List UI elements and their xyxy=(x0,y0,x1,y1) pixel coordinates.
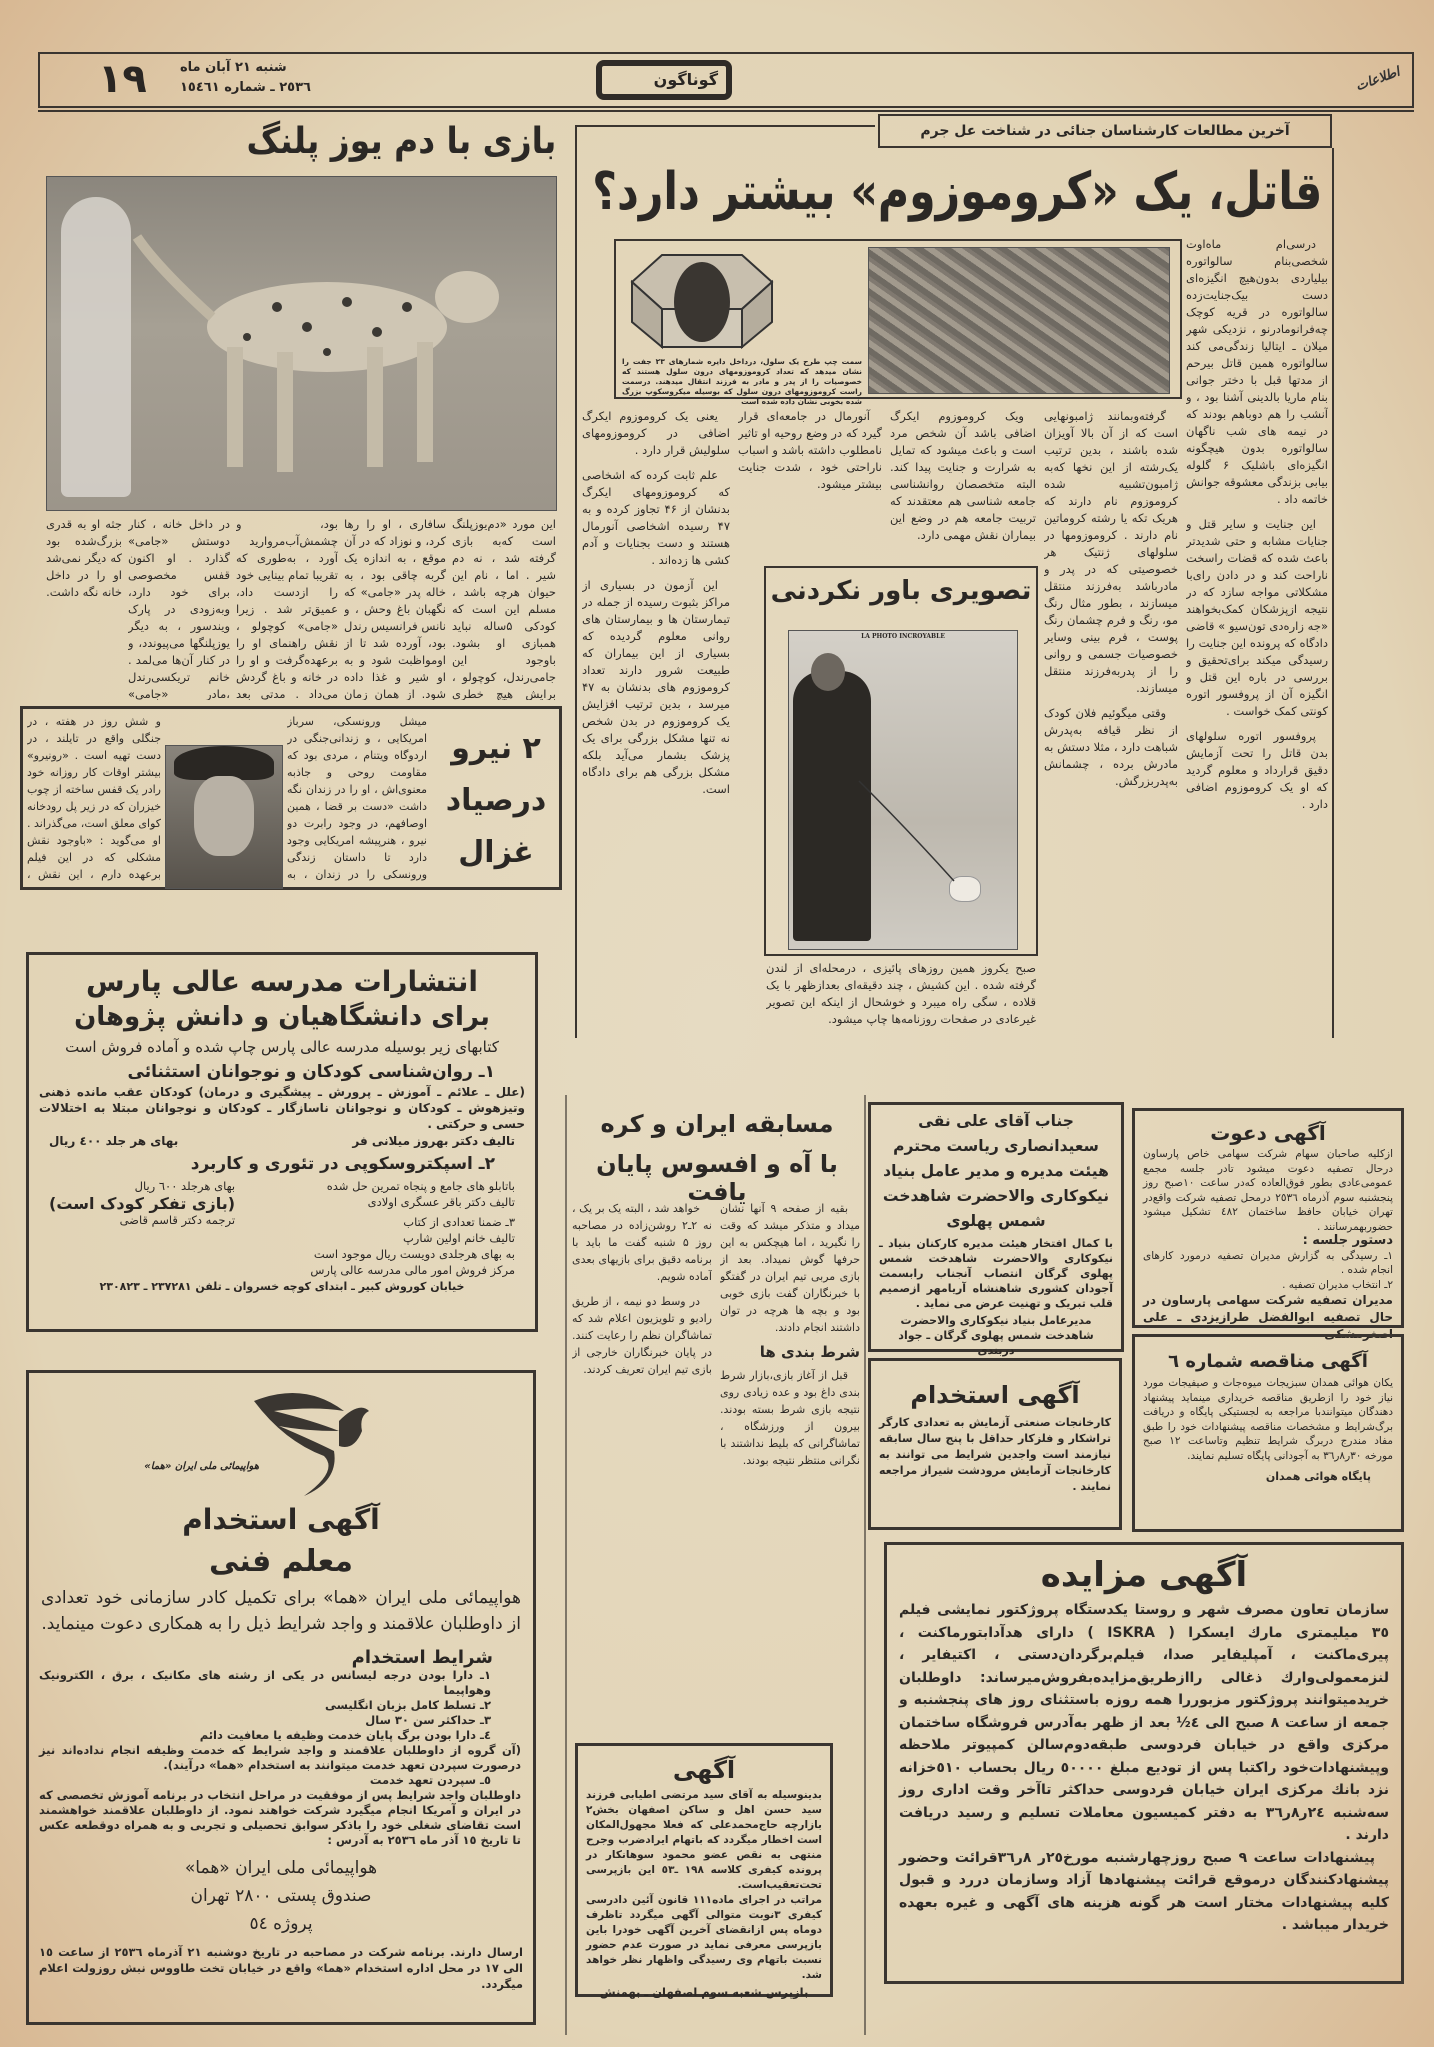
article-paragraph: ویک کروموزوم ایکرگ اضافی باشد آن شخص مرد است و باعث میشود که تمایل به شرارت و جنایت پیدا کند. البته متخصصان روانشناسی جامعه شناسی هم معتقدند که تربیت جامعه هم در وضع این بیماران نقش مهمی دارد. xyxy=(890,409,1036,542)
book1-description: (علل ـ علائم ـ آموزش ـ پرورش ـ پیشگیری و درمان) کودکان عقب مانده ذهنی وتیزهوش ـ کودکان و نوجوانان ناسازگار ـ کودکان و نوجوانان مبتلا به اختلالات حسی و حرکتی . xyxy=(39,1085,525,1131)
invitation-body-wrap xyxy=(1135,1145,1401,1345)
auction-body: سازمان تعاون مصرف شهر و روستا یکدستگاه پروژکتور نمایشی فیلم ٣٥ میلیمتری مارك ایسکرا ( ISKRA ) دارای هدآدابتورماکنت ، پیری‌ماکنت ، آمپلیفایر صدا، فیلم‌برگردان‌دستی ، اکتیفایر ، لنزمعمولی‌وارك ذغالی راازطریق‌مزایده‌بفروش‌میرساند: داوطلبان خریدمیتوانند پروژکتور مزبوررا همه روزه باستثنای روز های پنجشنبه و جمعه از ساعت ٨ صبح الی ٤½ بعد از ظهر به‌آدرس فروشگاه ساختمان مرکزی واقع در خیابان فردوسی طبقه‌دوم‌سالن کمپیوتر ملاحظه وپیشنهادات‌خود راکتبا پس از تودیع مبلغ ٥٠٠٠٠ ریال بحساب ٥١٠خزانه نزد بانك مرکزی ایران خیابان فردوسی حداکثر تاآخر وقت اداری روز سه‌شنبه ٢٤ر٨ر٣٦ به دفتر کمیسیون معاملات تسلیم و رسید دریافت دارند . xyxy=(899,1602,1389,1843)
book2-description: باتابلو های جامع و پنجاه تمرین حل شده xyxy=(326,1179,515,1193)
article-frame-left xyxy=(575,125,577,1038)
invitation-title: آگهی دعوت xyxy=(1210,1121,1326,1145)
section-badge xyxy=(596,60,732,100)
homa-subtitle: معلم فنی xyxy=(209,1544,353,1579)
chromosome-photo xyxy=(868,247,1170,394)
cheetah-column-1: این مورد «دم‌یوزپلنگ است که‌به بازی گرفته شد ، نه دم شیر . اما ، نام این حیوان هرچه باشد ، مسلم این است که کودکی ۵ساله نباید همبازی او بشود. باوجود این جامی‌رندل، کوچولو ، برایش هیچ خطری xyxy=(452,517,556,700)
deniro-title xyxy=(441,723,551,879)
issue-date: شنبه ٢١ آبان ماه xyxy=(180,60,287,75)
invitation-ad xyxy=(1132,1108,1404,1341)
tender-signature: پایگاه هوائی همدان xyxy=(1265,1470,1371,1483)
football-paragraph: خواهد شد ، البته یک بر یک ، نه ٢ـ٢ روشن‌زاده در مصاحبه روز ۵ شنبه گفت ما باید با برنامه دقیق برای بازیهای بعدی آماده شویم. xyxy=(572,1202,712,1283)
deniro-title-line: ٢ نیرو xyxy=(451,731,541,766)
congratulation-ad xyxy=(868,1102,1124,1357)
deniro-column-right: میشل ورونسکی، سرباز امریکایی ، و زندانی‌جنگی در اردوگاه ویتنام ، مردی بود که مقاومت روحی و جاذبه معنوی‌اش ، او را در زندان نگه داشت «دست بر قضا ، همین اوصافهم، در وجود رابرت دو نیرو ، هنرپیشه امریکایی وجود دارد تا داستان زندگی ورونسکی را در زندان ، به xyxy=(287,715,427,881)
deniro-box xyxy=(20,706,562,890)
workshop-job-title: آگهی استخدام xyxy=(910,1381,1080,1409)
article-kicker-box xyxy=(878,114,1332,148)
figure-caption: سمت چپ طرح یک سلول، درداخل دایره شمارهای ۲۳ جفت را نشان میدهد که تعداد کروموزومهای درون سلول هستند که خصوصیات را از پدر و مادر به فرزند انتقال میدهند. درسمت راست کروموزومهای درون سلول که بوسیله میکروسکوپ بزرگ شده بخوبی نشان داده شده است xyxy=(622,357,862,406)
sales-center: مرکز فروش امور مالی مدرسه عالی پارس xyxy=(310,1263,515,1277)
agenda-item: ٢ـ انتخاب مدیران تصفیه . xyxy=(1282,1278,1393,1291)
article-column-1 xyxy=(1186,236,1328,1036)
congrats-title: جناب آقای علی نقی سعیدانصاری ریاست محترم هیئت مدیره و مدیر عامل بنیاد نیکوکاری والاحضرت شاهدخت شمس پهلوی xyxy=(882,1112,1110,1230)
football-column-right xyxy=(720,1200,860,1730)
book2-price: بهای هرجلد ٦٠٠ ریال xyxy=(134,1179,236,1193)
article-intro: درسی‌ام ماه‌اوت شخصی‌بنام سالواتوره بیلیاردی بدون‌هیچ انگیزه‌ای دست بیک‌جنایت‌زده سالواتوره در قریه کوچک چه‌فرانومادرنو ، نزدیکی شهر میلان ـ ایتالیا زندگی‌می کند سالواتوره همین قاتل بیرحم از مدتها قبل با دختر جوانی بنام ماریا بالدینی آشنا بود ، و آنشب را هم دوباهم بودند که در نیمه های شب ناگهان سالواتوره بدون هیچگونه انگیزه‌ای باشلیک ۶ گلوله بیابی بزندگی معشوقه جوانش خاتمه داد . xyxy=(1186,237,1328,506)
article-paragraph: این آزمون در بسیاری از مراکز بثبوت رسیده از جمله در تیمارستان ها و بیمارستان های روانی معلوم گردیده که بسیاری از این بیماران که طبیعت شرور دارند تعداد کروموزوم های بدنشان به ۴۷ میرسد ، بدین ترتیب افزایش یک کروموزوم در بدن شخص نه تنها مشکل بزرگی برای یک پزشک بشمار می‌آید بلکه مشکل بزرگی هم برای دادگاه است. xyxy=(582,578,730,796)
condition-item: ٥ـ سپردن تعهد خدمت xyxy=(369,1773,491,1787)
article-paragraph: این جنایت و سایر قتل و جنایات مشابه و حتی شدیدتر باعث شده که قضات راسخت ناراحت کند و در دادن رای‌با مشکلاتی مواجه سازد که در نتیجه ازپزشکان کمک‌بخواهند «جه زاره‌دی تون‌سیو » قاضی دادگاه که پرونده این جنایت را رسیدگی میکند برای‌تحقیق و بررسی در باره این قتل و انگیزه آن از پروفسور اتوره کونتی کمک خواست . xyxy=(1186,517,1328,718)
homa-job-ad xyxy=(26,1370,536,2025)
article-paragraph: آنورمال در جامعه‌ای قرار گیرد که در وضع روحیه او تاثیر نامطلوب داشته باشد و اسباب ناراحتی خود ، شدت جنایت بیشتر میشود. xyxy=(738,409,882,491)
article-column-3 xyxy=(890,408,1036,560)
conditions-title: شرایط استخدام xyxy=(351,1647,493,1668)
deniro-title-line: غزال xyxy=(458,835,534,870)
article-kicker: آخرین مطالعات کارشناسان جنائی در شناخت عل جرم xyxy=(920,123,1290,139)
article-paragraph: علم ثابت کرده که اشخاصی که کروموزومهای ایکرگ بدنشان از ۴۶ تجاوز کرده و به ۴۷ رسیده اشخاصی آنورمال هستند و دست بجنایات و آدم کشی ها زده‌اند . xyxy=(582,468,730,567)
homa-logo-icon xyxy=(244,1381,374,1501)
book3-intro: ٣ـ ضمنا تعدادی از کتاب xyxy=(403,1215,515,1229)
pars-address: خیابان کوروش کبیر ـ ابتدای کوچه خسروان ـ تلفن ٢٣٧٢٨١ ـ ٢٣٠٨٢٣ xyxy=(99,1280,465,1293)
photo-label: LA PHOTO INCROYABLE xyxy=(861,633,945,640)
beret xyxy=(174,746,274,780)
photo-feature-caption: صبح یکروز همین روزهای پائیزی ، درمحله‌ای از لندن گرفته شده . این کشیش ، چند دقیقه‌ای بعدازظهر با یک قلاده ، سگی راه میبرد و خوشحال از اینکه این تصویر غیرعادی در صفحات روزنامه‌ها چاپ میشود. xyxy=(766,961,1036,1026)
homa-logo-text: هواپیمائی ملی ایران «هما» xyxy=(144,1461,259,1472)
auction-title: آگهی مزایده xyxy=(1040,1555,1248,1595)
article-column-5 xyxy=(582,408,730,1036)
address-line: صندوق پستی ٢٨٠٠ تهران xyxy=(190,1886,372,1906)
cell-diagram xyxy=(622,247,782,357)
cheetah-column-2: سافاری ، او را رها کرد، و نوزاد که در آن موقع ، به اندازه یک گربه چاقی بود ، به خاله پدر «جامی» که نگهبان باغ وحش ، و نانس فرانسیس رندل بود، آورده شد تا از اومواظبت شود و به او شیر و غذا داده شود. از همان زمان xyxy=(344,517,446,700)
book1-title: ١ـ روان‌شناسی کودکان و نوجوانان استثنائی xyxy=(127,1062,495,1082)
football-title: مسابقه ایران و کره xyxy=(600,1110,834,1138)
homa-address xyxy=(29,1854,533,1938)
book2-title: ٢ـ اسپکتروسکوپی در تئوری و کاربرد xyxy=(190,1154,495,1174)
congrats-signature: مدیرعامل بنیاد نیکوکاری والاحضرت شاهدخت شمس پهلوی گرگان ـ جواد دربندی xyxy=(898,1314,1094,1357)
book1-meta xyxy=(29,1134,535,1148)
book3-author: تالیف خانم اولین شارپ xyxy=(402,1231,515,1245)
conditions-list xyxy=(29,1668,533,1848)
book1-price: بهای هر جلد ٤٠٠ ریال xyxy=(49,1134,179,1148)
section-title: گوناگون xyxy=(653,70,718,89)
auction-ad xyxy=(884,1542,1404,1984)
football-paragraph: بقیه از صفحه ۹ آنها نشان میداد و متذکر میشد که وقت را نگیرید ، اما هیچکس به این حرفها گوش نمیداد. بعد از بازی مربی تیم ایران در گفتگو با خبرنگاران گفت بازی خوبی بود و بچه ها هرچه در توان داشتند انجام دادند. xyxy=(720,1202,860,1334)
deniro-title-line: درصیاد xyxy=(445,783,547,818)
book3-price: به بهای هرجلدی دویست ریال موجود است xyxy=(313,1247,515,1261)
issue-number: ٢٥٣٦ ـ شماره ١٥٤٦١ xyxy=(180,80,311,95)
agenda-title: دستور جلسه : xyxy=(1302,1233,1393,1248)
agenda-item: ١ـ رسیدگی به گزارش مدیران تصفیه درمورد کارهای انجام شده . xyxy=(1143,1249,1393,1276)
homa-footer: ارسال دارند. برنامه شرکت در مصاحبه در تاریخ دوشنبه ٢١ آذرماه ٢٥٣٦ از ساعت ١٥ الی ١٧ در محل اداره استخدام «هما» واقع در خیابان تخت طاووس نبش روزولت اعلام میگردد. xyxy=(39,1945,523,1991)
invitation-signature: مدیران تصفیه شرکت سهامی پارساون در حال تصفیه ابوالفضل طرازیزدی ـ علی اصغرمشکی xyxy=(1143,1293,1393,1341)
book1-author: تالیف دکتر بهروز میلانی فر xyxy=(352,1134,515,1148)
figure-box xyxy=(614,239,1182,406)
cheetah-column-5: جثه او به قدری بزرگ‌شده بود که دیگر نمی‌شد او را در داخل خانه نگه داشت. xyxy=(46,517,122,599)
pars-subtitle: برای دانشگاهیان و دانش پژوهان xyxy=(74,1002,490,1032)
column-divider xyxy=(864,1095,866,2035)
soldier-photo xyxy=(165,745,283,889)
football-subtitle: با آه و افسوس پایان یافت xyxy=(596,1150,838,1206)
article-column-2 xyxy=(1044,408,1178,1036)
court-notice-ad xyxy=(575,1743,833,1997)
page-number: ١٩ xyxy=(98,56,147,102)
article-paragraph: وقتی میگوئیم فلان کودک از نظر قیافه به‌پدرش شباهت دارد ، مثلا دستش به مادرش برده ، چشمانش به‌پدربزرگش. xyxy=(1044,706,1178,788)
notice-body-wrap xyxy=(578,1784,830,2004)
article-paragraph: پروفسور اتوره سلولهای بدن قاتل را تحت آزمایش دقیق قرارداد و معلوم گردید که او یک کروموزوم اضافی دارد . xyxy=(1186,729,1328,811)
book2-author: تالیف دکتر باقر عسگری اولادی xyxy=(367,1195,515,1209)
cheetah-column-3: بود، و چشمش‌آب‌مروارید آورد ، به‌طوری که تقریبا تمام بینایی خود را ازدست داد، عمیق‌تر شد . زیرا «جامی» کوچولو ، نقش راهنمای او را برعهده‌گرفت و او را در خانه و باغ گردش می‌داد . مدتی بعد xyxy=(236,517,338,700)
newspaper-logo: اطلاعات xyxy=(1353,64,1402,95)
condition-item: ١ـ دارا بودن درجه لیسانس در یکی از رشته های مکانیک ، برق ، الکترونیک وهواپیما xyxy=(39,1668,491,1697)
pars-publications-ad xyxy=(26,952,538,1332)
address-line: هواپیمائی ملی ایران «هما» xyxy=(184,1858,378,1878)
condition-item: (آن گروه از داوطلبان علاقمند و واجد شرایط که خدمت وظیفه انجام نداده‌اند نیز درصورت سپردن تعهد خدمت میتوانند به استخدام «هما» درآیند). xyxy=(39,1743,521,1772)
book3-translator: ترجمه دکتر قاسم قاضی xyxy=(119,1213,236,1227)
photo-feature-title: تصویری باور نکردنی xyxy=(770,576,1032,606)
congrats-body: با کمال افتخار هیئت مدیره کارکنان بنیاد ـ نیکوکاری والاحضرت شاهدخت شمس پهلوی گرگان انتصاب آنجناب رابسمت آجودان کشوری شاهنشاه آریامهر ازصمیم قلب تبریک و تهنیت عرض می نماید . xyxy=(879,1237,1113,1310)
article-paragraph: یعنی یک کروموزوم ایکرگ اضافی در کروموزومهای سلولیش قرار دارد . xyxy=(582,409,730,457)
article-column-4 xyxy=(738,408,882,560)
address-line: پروژه ٥٤ xyxy=(249,1914,313,1934)
football-paragraph: قبل از آغاز بازی،بازار شرط بندی داغ بود و عده زیادی روی نتیجه بازی شرط بسته بودند. بیرون از ورزشگاه ، تماشاگرانی که بلیط نداشتند با نگرانی منتظر نتیجه بودند. xyxy=(720,1369,860,1467)
football-paragraph: در وسط دو نیمه ، از طریق رادیو و تلویزیون اعلام شد که تماشاگران نظم را رعایت کنند. در پایان خبرنگاران خارجی از بازی تیم ایران تعریف کردند. xyxy=(572,1295,712,1376)
workshop-job-ad xyxy=(868,1358,1122,1530)
priest-photo xyxy=(788,630,1018,950)
condition-item: ٢ـ تسلط کامل بزبان انگلیسی xyxy=(325,1698,491,1712)
invitation-body: ازکلیه صاحبان سهام شرکت سهامی خاص پارساون درحال تصفیه دعوت میشود تادر جلسه مجمع عمومی‌عادی بطور فوق‌العاده که‌در ساعت ١٠صبح روز پنجشنبه سوم آذرماه ٢٥٣٦ درمحل تصفیه شرکت واقع‌در تهران خیابان حافظ ساختمان ٤٨٢ تشکیل میشود حضوربهمرسانند . xyxy=(1143,1148,1393,1233)
workshop-job-body: کارخانجات صنعتی آزمایش به تعدادی کارگر تراشکار و فلزکار حداقل با پنج سال سابقه نیازمند است واجدین شرایط می توانند به کارخانجات آزمایش مرودشت شیراز مراجعه نمایند . xyxy=(879,1416,1111,1493)
tender-body: یکان هوائی همدان سبزیجات میوه‌جات و صیفیجات مورد نیاز خود را ازطریق مناقصه خریداری مینماید پیشنهاد دهندگان میتوانندبا مراجعه به لجستیکی پایگاه و دریافت برگ‌شرایط و مشخصات مناقصه پیشنهادات خود را طبق مفاد مندرج دربرگ شرایط تنظیم وتاساعت ١٢ صبح مورخه ٣٠ر٨ر٣٦ به آجودانی پایگاه تسلیم نمایند. xyxy=(1143,1377,1393,1462)
article-paragraph: گرفته‌وبمانند ژامبونهایی است که از آن بالا آویزان شده باشند ، بدین ترتیب یک‌رشته از این نخها که‌به ژامبون‌تشبیه شده کروموزوم نام دارند که هریک تکه یا رشته کروماتین نام دارند . کروموزومها در سلولهای ژنتیک هر خصوصیتی که در پدر و مادرباشد به‌فرزند منتقل میسازند ، بطور مثال رنگ مو، رنگ و فرم چشمان رنگ پوست ، فرم بینی وسایر خصوصیات جسمی و روانی را از پدربه‌فرزند منتقل میسازند. xyxy=(1044,409,1178,695)
article-headline: قاتل، یک «کروموزوم» بیشتر دارد؟ xyxy=(591,162,1322,222)
tender-title: آگهی مناقصه شماره ٦ xyxy=(1168,1351,1368,1372)
notice-title: آگهی xyxy=(672,1756,736,1784)
tender-ad xyxy=(1132,1334,1404,1532)
homa-intro: هواپیمائی ملی ایران «هما» برای تکمیل کادر سازمانی خود تعدادی از داوطلبان علاقمند و واجد شرایط ذیل را به همکاری دعوت مینماید. xyxy=(41,1588,521,1634)
auction-body: پیشنهادات ساعت ٩ صبح روزچهارشنبه مورخ٢٥ر ٨ر٣٦قرائت وحضور پیشنهادکنندگان درموقع قرائت پیشنهادها آزاد وسازمان دررد و قبول کلیه پیشنهادات مختار است هر گونه هزینه های آگهی و غیره بعهده خریدار میباشد . xyxy=(899,1849,1389,1933)
pars-intro: کتابهای زیر بوسیله مدرسه عالی پارس چاپ شده و آماده فروش است xyxy=(65,1038,499,1056)
article-frame-top xyxy=(575,125,875,127)
auction-body-wrap xyxy=(887,1595,1401,1941)
notice-body: مراتب در اجرای ماده١١١ قانون آئین دادرسی کیفری ٣نوبت متوالی آگهی میگردد تاظرف دوماه پس ازانقضای آخرین آگهی خودرا باین بازپرسی معرفی نماید در صورت عدم حضور نسبت باتهام وی رسیدگی واظهار نظر خواهد شد. xyxy=(586,1894,823,1981)
book3-title: (بازی تفکر کودک است) xyxy=(49,1194,236,1213)
condition-item: ٣ـ حداکثر سن ٣٠ سال xyxy=(365,1713,491,1727)
article-headline-wrap xyxy=(592,154,1322,230)
cheetah-column-4: در داخل خانه ، کنار دوستش «جامی» گذارد . او اکنون قفس مخصوصی برای خود دارد، وبه‌زودی در پارک ویندسور ، به دیگر یوزپلنگها می‌پیوندد، و در کنار آن‌ها می‌لمد . خانم تریکسی‌رندل ،مادر «جامی» xyxy=(128,517,230,700)
cheetah-title-wrap xyxy=(246,114,556,170)
pars-title: انتشارات مدرسه عالی پارس xyxy=(85,965,479,998)
homa-title: آگهی استخدام xyxy=(182,1503,380,1536)
book-details xyxy=(29,1174,535,1278)
article-frame-right xyxy=(1332,148,1334,1038)
homa-body: داوطلبان واجد شرایط پس از موفقیت در مراحل انتخاب در برنامه آموزش تخصصی که در ایران و آمریکا انجام میگیرد شرکت خواهند نمود. از داوطلبان علاقمند خواهشمند است تقاضای شغلی خود را باذکر سوابق تحصیلی و تجربی و به همراه دوقطعه عکس تا تاریخ ١٥ آذر ماه ٢٥٣٦ به آدرس : xyxy=(39,1788,521,1847)
football-column-left xyxy=(572,1200,712,1730)
deniro-column-left: و شش روز در هفته ، در جنگلی واقع در تایلند ، در دست تهیه است . «رونیرو» بیشتر اوقات کار روزانه خود رادر یک قفس ساخته از چوب خیزران که در زیر پل رودخانه کوای معلق است، می‌گذراند . او می‌گوید : «باوجود نقش مشکلی که در این فیلم برعهده دارم ، این نقش ، xyxy=(27,715,161,881)
leash xyxy=(789,631,1017,949)
cheetah-title: بازی با دم یوز پلنگ xyxy=(246,121,556,162)
photo-feature-box xyxy=(764,566,1038,956)
condition-item: ٤ـ دارا بودن برگ پایان خدمت وظیفه یا معافیت دائم xyxy=(199,1728,491,1742)
masthead xyxy=(38,52,1414,108)
notice-signature: بازپرس شعبه سوم اصفهان ـ بهمنش xyxy=(599,1985,809,1999)
column-divider xyxy=(565,1095,567,2035)
notice-body: بدینوسیله به آقای سید مرتضی اطیابی فرزند سید حسن اهل و ساکن اصفهان بخش٢ بازارچه حاج‌محمدعلی که فعلا مجهول‌المکان است اخطار میگردد که باتهام ایرادضرب وجرح منتهی به نقص عضو محمود سوهانکار در پرونده کیفری کلاسه ١٩٨ ـ٥٣ این بازپرسی تحت‌تعقیب‌است. xyxy=(586,1789,823,1891)
football-subheading: شرط بندی ها xyxy=(759,1343,860,1361)
masthead-rule xyxy=(38,110,1414,112)
face xyxy=(194,776,254,856)
